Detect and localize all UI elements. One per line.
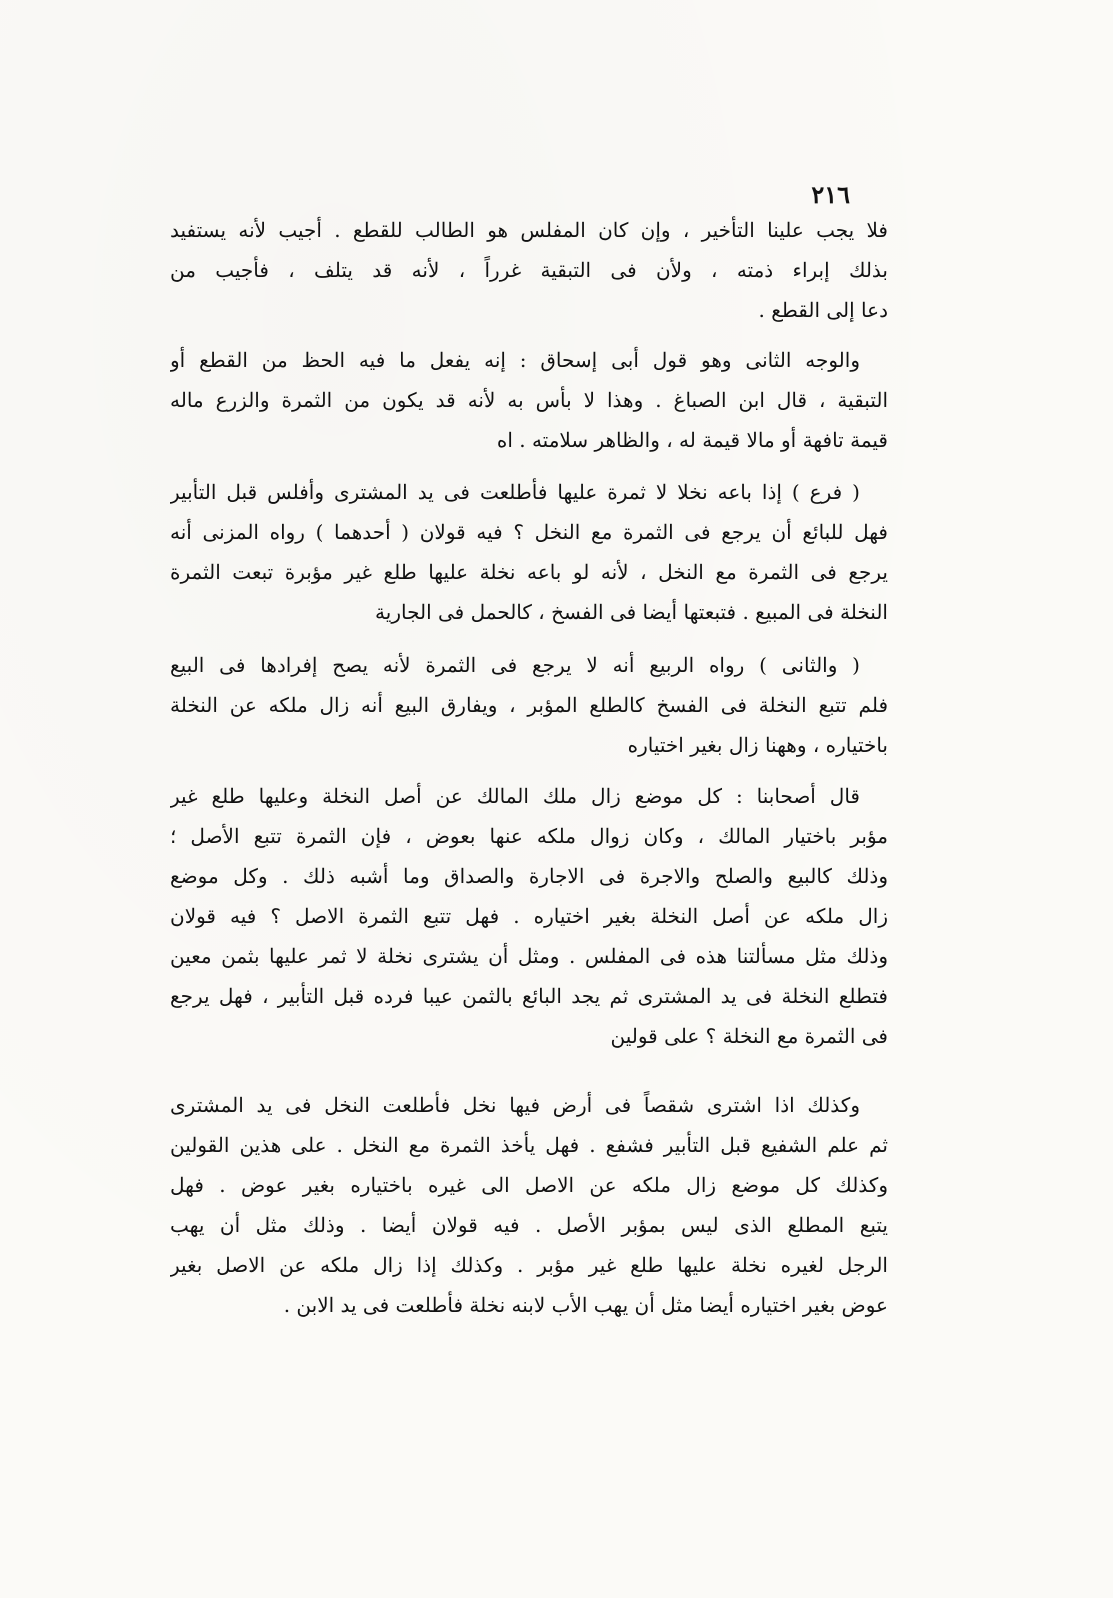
- text-line: فهل للبائع أن يرجع فى الثمرة مع النخل ؟ فيه قولان ( أحدهما ) رواه المزنى أنه: [170, 520, 888, 544]
- text-line: قال أصحابنا : كل موضع زال ملك المالك عن أصل النخلة وعليها طلع غير: [170, 784, 860, 808]
- text-line: زال ملكه عن أصل النخلة بغير اختياره . فهل تتبع الثمرة الاصل ؟ فيه قولان: [170, 904, 888, 928]
- text-line: الرجل لغيره نخلة عليها طلع غير مؤبر . وكذلك إذا زال ملكه عن الاصل بغير: [170, 1253, 888, 1277]
- paragraph: [170, 645, 888, 765]
- text-line: مؤبر باختيار المالك ، وكان زوال ملكه عنها بعوض ، فإن الثمرة تتبع الأصل ؛: [170, 824, 888, 848]
- text-line: فتطلع النخلة فى يد المشترى ثم يجد البائع بالثمن عيبا فرده قبل التأبير ، فهل يرجع: [170, 984, 888, 1008]
- text-line: النخلة فى المبيع . فتبعتها أيضا فى الفسخ ، كالحمل فى الجارية: [375, 600, 888, 624]
- text-line: فلا يجب علينا التأخير ، وإن كان المفلس هو الطالب للقطع . أجيب لأنه يستفيد: [170, 218, 888, 242]
- text-line: التبقية ، قال ابن الصباغ . وهذا لا بأس به لأنه قد يكون من الثمرة والزرع ماله: [170, 388, 888, 412]
- text-line: والوجه الثانى وهو قول أبى إسحاق : إنه يفعل ما فيه الحظ من القطع أو: [170, 348, 860, 372]
- text-line: ( والثانى ) رواه الربيع أنه لا يرجع فى الثمرة لأنه يصح إفرادها فى البيع: [170, 653, 860, 677]
- text-line: ( فرع ) إذا باعه نخلا لا ثمرة عليها فأطلعت فى يد المشترى وأفلس قبل التأبير: [170, 480, 860, 504]
- paragraph: [170, 776, 888, 1056]
- text-line: وذلك كالبيع والصلح والاجرة فى الاجارة والصداق وما أشبه ذلك . وكل موضع: [170, 864, 888, 888]
- text-line: ثم علم الشفيع قبل التأبير فشفع . فهل يأخذ الثمرة مع النخل . على هذين القولين: [170, 1133, 888, 1157]
- text-line: فى الثمرة مع النخلة ؟ على قولين: [610, 1024, 888, 1048]
- paragraph: [170, 1085, 888, 1325]
- text-line: فلم تتبع النخلة فى الفسخ كالطلع المؤبر ، ويفارق البيع أنه زال ملكه عن النخلة: [170, 693, 888, 717]
- text-line: وكذلك كل موضع زال ملكه عن الاصل الى غيره باختياره بغير عوض . فهل: [170, 1173, 888, 1197]
- text-line: باختياره ، وههنا زال بغير اختياره: [627, 733, 888, 757]
- text-line: وكذلك اذا اشترى شقصاً فى أرض فيها نخل فأطلعت النخل فى يد المشترى: [170, 1093, 860, 1117]
- text-line: بذلك إبراء ذمته ، ولأن فى التبقية غرراً ، لأنه قد يتلف ، فأجيب من: [170, 258, 888, 282]
- paragraph: [170, 210, 888, 330]
- page-number: ٢١٦: [811, 180, 850, 209]
- text-line: قيمة تافهة أو مالا قيمة له ، والظاهر سلامته . اه: [496, 428, 888, 452]
- text-line: دعا إلى القطع .: [758, 298, 888, 322]
- text-line: يرجع فى الثمرة مع النخل ، لأنه لو باعه نخلة عليها طلع غير مؤبرة تبعت الثمرة: [170, 560, 888, 584]
- text-line: عوض بغير اختياره أيضا مثل أن يهب الأب لابنه نخلة فأطلعت فى يد الابن .: [283, 1293, 888, 1317]
- text-line: وذلك مثل مسألتنا هذه فى المفلس . ومثل أن يشترى نخلة لا ثمر عليها بثمن معين: [170, 944, 888, 968]
- paragraph: [170, 340, 888, 460]
- paragraph: [170, 472, 888, 632]
- text-line: يتبع المطلع الذى ليس بمؤبر الأصل . فيه قولان أيضا . وذلك مثل أن يهب: [170, 1213, 888, 1237]
